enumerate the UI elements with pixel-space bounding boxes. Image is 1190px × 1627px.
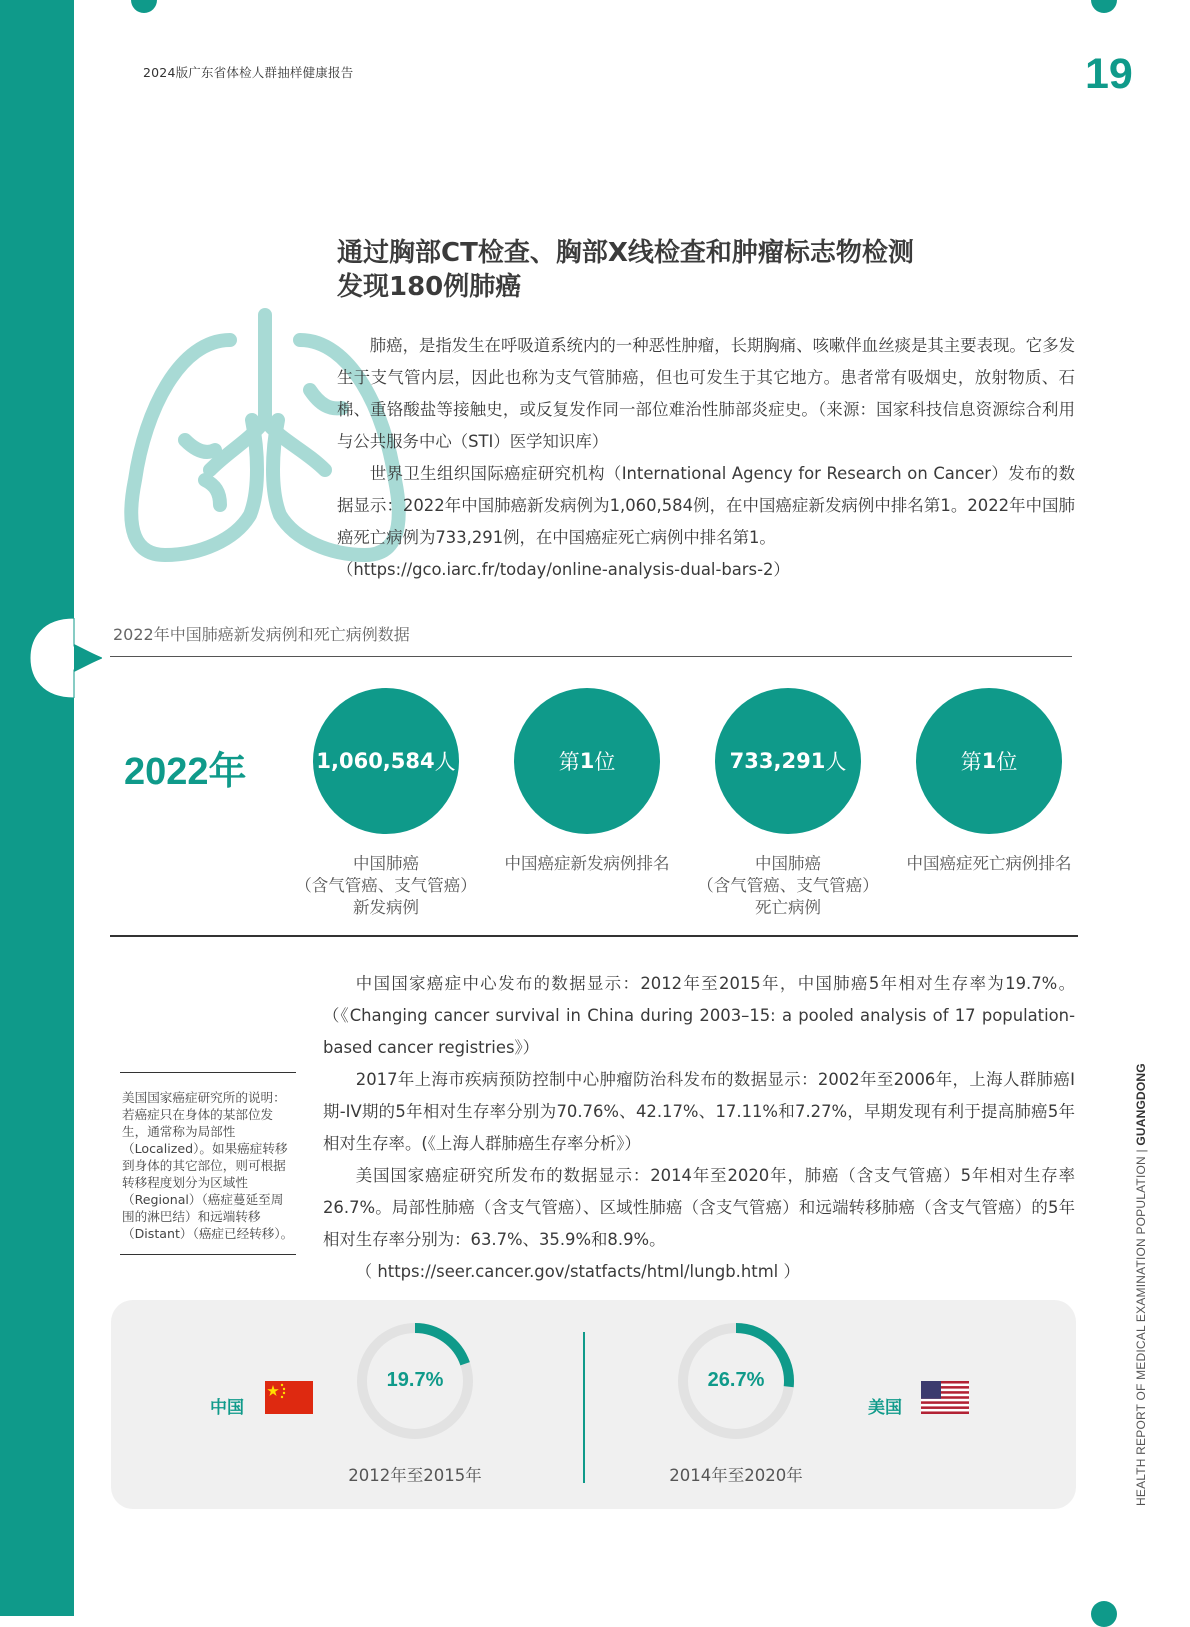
heading-line-2: 发现180例肺癌 bbox=[337, 272, 522, 302]
caption-line: 中国癌症新发病例排名 bbox=[504, 854, 670, 873]
new-cases-circle bbox=[313, 688, 459, 834]
section-divider bbox=[110, 656, 1072, 657]
deaths-caption bbox=[693, 853, 883, 919]
survival-paragraph-shanghai: 2017年上海市疾病预防控制中心肿瘤防治科发布的数据显示：2002年至2006年，上海人群肺癌I期-IV期的5年相对生存率分别为70.76%、42.17%、17.11%和7.27%，早期发现有利于提高肺癌5年相对生存率。(《上海人群肺癌生存率分析》） bbox=[323, 1070, 1075, 1153]
intro-paragraph-1: 肺癌，是指发生在呼吸道系统内的一种恶性肿瘤，长期胸痛、咳嗽伴血丝痰是其主要表现。它多发生于支气管内层，因此也称为支气管肺癌，但也可发生于其它地方。患者常有吸烟史，放射物质、石棉、重铬酸盐等接触史，或反复发作同一部位难治性肺部炎症史。（来源：国家科技信息资源综合利用与公共服务中心（STI）医学知识库） bbox=[337, 336, 1075, 451]
caption-line: 中国肺癌 bbox=[755, 854, 821, 873]
caption-line: （含气管癌、支气管癌） bbox=[697, 876, 879, 895]
deaths-circle bbox=[715, 688, 861, 834]
stats-bottom-rule bbox=[110, 935, 1078, 937]
top-right-dot bbox=[1091, 0, 1117, 13]
usa-survival-rate: 26.7% bbox=[707, 1369, 765, 1391]
deaths-rank-caption bbox=[894, 853, 1084, 875]
survival-text bbox=[323, 968, 1075, 1288]
top-left-dot bbox=[131, 0, 157, 13]
vertical-series-title bbox=[1134, 1063, 1148, 1506]
new-cases-caption bbox=[291, 853, 481, 919]
new-cases-rank-caption bbox=[492, 853, 682, 875]
deaths-unit: 人 bbox=[825, 750, 847, 774]
survival-paragraph-china: 中国国家癌症中心发布的数据显示：2012年至2015年，中国肺癌5年相对生存率为19.7%。（《Changing cancer survival in China during 2003–15: a pooled analysis of 17 population-based cancer registries》） bbox=[323, 974, 1075, 1057]
new-cases-rank-circle bbox=[514, 688, 660, 834]
intro-text bbox=[337, 330, 1075, 586]
bottom-right-dot bbox=[1091, 1601, 1117, 1627]
caption-line: 中国肺癌 bbox=[353, 854, 419, 873]
china-flag-icon bbox=[265, 1381, 313, 1414]
left-color-band bbox=[0, 0, 74, 1616]
survival-paragraph-usa: 美国国家癌症研究所发布的数据显示：2014年至2020年，肺癌（含支气管癌）5年相对生存率26.7%。局部性肺癌（含支气管癌）、区域性肺癌（含支气管癌）和远端转移肺癌（含支气管癌）的5年相对生存率分别为：63.7%、35.9%和8.9%。 bbox=[323, 1166, 1075, 1249]
new-cases-unit: 人 bbox=[434, 750, 456, 774]
seer-source-url: （ https://seer.cancer.gov/statfacts/html/lungb.html ） bbox=[355, 1262, 800, 1281]
rank-unit: 位 bbox=[594, 750, 616, 774]
caption-line: 死亡病例 bbox=[755, 898, 821, 917]
vertical-report-text: HEALTH REPORT OF MEDICAL EXAMINATION POPULATION bbox=[1134, 1156, 1148, 1506]
new-cases-value: 1,060,584 bbox=[316, 749, 435, 773]
section-heading bbox=[337, 236, 1077, 304]
heading-line-1: 通过胸部CT检查、胸部X线检查和肿瘤标志物检测 bbox=[337, 238, 914, 268]
caption-line: 新发病例 bbox=[353, 898, 419, 917]
usa-period: 2014年至2020年 bbox=[669, 1466, 803, 1485]
country-label-usa: 美国 bbox=[868, 1398, 902, 1418]
rank-prefix: 第 bbox=[558, 750, 580, 774]
intro-paragraph-2: 世界卫生组织国际癌症研究机构（International Agency for Research on Cancer）发布的数据显示：2022年中国肺癌新发病例为1,060,584例，在中国癌症新发病例中排名第1。2022年中国肺癌死亡病例为733,291例，在中国癌症死亡病例中排名第1。 bbox=[337, 464, 1075, 547]
iarc-source-url: （https://gco.iarc.fr/today/online-analysis-dual-bars-2） bbox=[337, 560, 790, 579]
comparison-divider bbox=[583, 1332, 585, 1483]
caption-line: 中国癌症死亡病例排名 bbox=[906, 854, 1072, 873]
caption-line: （含气管癌、支气管癌） bbox=[295, 876, 477, 895]
china-survival-rate: 19.7% bbox=[386, 1369, 444, 1391]
rank-prefix: 第 bbox=[960, 750, 982, 774]
country-label-china: 中国 bbox=[210, 1398, 244, 1418]
usa-flag-icon bbox=[921, 1381, 969, 1414]
stats-year: 2022年 bbox=[124, 751, 247, 793]
page-number: 19 bbox=[1085, 50, 1133, 98]
report-title: 2024版广东省体检人群抽样健康报告 bbox=[143, 65, 354, 80]
vertical-region-text: GUANGDONG bbox=[1134, 1063, 1148, 1146]
section-tab-marker bbox=[30, 618, 102, 698]
vertical-separator: | bbox=[1134, 1149, 1148, 1153]
sidenote: 美国国家癌症研究所的说明：若癌症只在身体的某部位发生，通常称为局部性（Localized）。如果癌症转移到身体的其它部位，则可根据转移程度划分为区域性（Regional）（癌症蔓延至周围的淋巴结）和远端转移（Distant）（癌症已经转移）。 bbox=[120, 1072, 296, 1255]
rank-unit: 位 bbox=[996, 750, 1018, 774]
new-cases-rank-value: 1 bbox=[579, 749, 595, 773]
deaths-rank-value: 1 bbox=[981, 749, 997, 773]
stats-section-label: 2022年中国肺癌新发病例和死亡病例数据 bbox=[113, 625, 410, 644]
deaths-rank-circle bbox=[916, 688, 1062, 834]
china-period: 2012年至2015年 bbox=[348, 1466, 482, 1485]
deaths-value: 733,291 bbox=[729, 749, 826, 773]
